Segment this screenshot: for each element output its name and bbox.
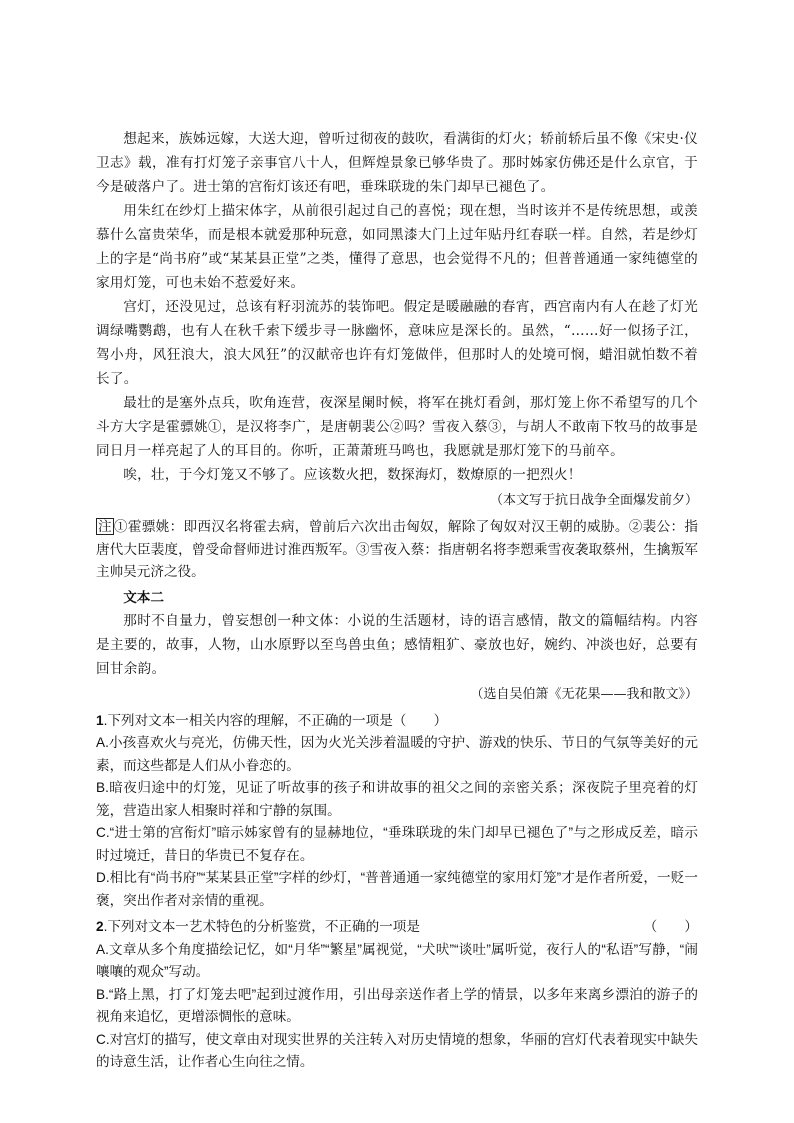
question-2-option-b: B.“路上黑，打了灯笼去吧”起到过渡作用，引出母亲送作者上学的情景，以多年来离乡漂泊的游子的视角来追忆，更增添惆怅的意味。: [96, 986, 698, 1024]
text-one-paragraph: 最壮的是塞外点兵，吹角连营，夜深星阑时候，将军在挑灯看剑，那灯笼上你不希望写的几个斗方大字是霍骠姚①，是汉将李广，是唐朝裴公②吗？雪夜入蔡③，与胡人不敢南下牧马的故事是同日月一样亮起了人的耳目的。你听，正萧萧班马鸣也，我愿就是那灯笼下的马前卒。: [96, 395, 698, 459]
question-2-stem: [96, 916, 698, 939]
text-two-body: [96, 609, 698, 681]
question-2-option-c: C.对宫灯的描写，使文章由对现实世界的关注转入对历史情境的想象，华丽的宫灯代表着现实中缺失的诗意生活，让作者心生向往之情。: [96, 1031, 698, 1069]
question-text: .下列对文本一艺术特色的分析鉴赏，不正确的一项是: [103, 919, 420, 934]
text-one-paragraph: 宫灯，还没见过，总该有籽羽流苏的装饰吧。假定是暖融融的春宵，西宫南内有人在趁了灯光调绿嘴鹦鹉，也有人在秋千索下缓步寻一脉幽怀，意味应是深长的。虽然，“……好一似扬子江，驾小舟，风狂浪大，浪大风狂”的汉献帝也许有灯笼做伴，但那时人的处境可悯，蜡泪就怕数不着长了。: [96, 299, 698, 387]
text-one-paragraph: 唉，壮，于今灯笼又不够了。应该数火把，数探海灯，数燎原的一把烈火！: [123, 467, 582, 483]
document-content: [96, 127, 698, 1074]
question-1-option-b: B.暗夜归途中的灯笼，见证了听故事的孩子和讲故事的祖父之间的亲密关系；深夜院子里亮着的灯笼，营造出家人相聚时祥和宁静的氛围。: [96, 780, 698, 818]
question-1-option-d: D.相比有“尚书府”“某某县正堂”字样的纱灯，“普普通通一家纯德堂的家用灯笼”才是作者所爱，一贬一褒，突出作者对亲情的重视。: [96, 870, 698, 908]
question-text: .下列对文本一相关内容的理解，不正确的一项是（ ）: [103, 712, 448, 728]
text-one-source: （本文写于抗日战争全面爆发前夕）: [489, 493, 698, 508]
text-two-source: （选自吴伯箫《无花果——我和散文》）: [470, 686, 698, 702]
answer-blank: （ ）: [643, 919, 698, 934]
question-1-option-a: A.小孩喜欢火与亮光，仿佛天性，因为火光关涉着温暖的守护、游戏的快乐、节日的气氛等美好的元素，而这些都是人们从小眷恋的。: [96, 735, 698, 773]
annotation-note: [96, 516, 698, 584]
question-1-option-c: C.“进士第的宫衔灯”暗示姊家曾有的显赫地位，“垂珠联珑的朱门却早已褪色了”与之形成反差，暗示时过境迁，昔日的华贵已不复存在。: [96, 825, 698, 863]
text-two-paragraph: 那时不自量力，曾妄想创一种文体：小说的生活题材，诗的语言感情，散文的篇幅结构。内容是主要的，故事，人物，山水原野以至鸟兽虫鱼；感情粗犷、豪放也好，婉约、冲淡也好，总要有回甘余韵。: [96, 612, 698, 677]
question-1-stem: [96, 710, 698, 733]
note-text: ①霍骠姚：即西汉名将霍去病，曾前后六次出击匈奴，解除了匈奴对汉王朝的威胁。②裴公：指唐代大臣裴度，曾受命督师进讨淮西叛军。③雪夜入蔡：指唐朝名将李愬乘雪夜袭取蔡州，生擒叛军主帅吴元济之役。: [96, 519, 699, 579]
note-mark: 注: [98, 519, 112, 534]
question-2-option-a: A.文章从多个角度描绘记忆，如“月华”“繁星”属视觉，“犬吠”“谈吐”属听觉，夜行人的“私语”写静，“闹嚷嚷的观众”写动。: [96, 941, 698, 979]
text-one-paragraph: 想起来，族姊远嫁，大送大迎，曾听过彻夜的鼓吹，看满街的灯火；轿前轿后虽不像《宋史·仪卫志》载，准有打灯笼子亲事官八十人，但辉煌景象已够华贵了。那时姊家仿佛还是什么京官，于今是破落户了。进士第的宫衔灯该还有吧，垂珠联珑的朱门却早已褪色了。: [96, 131, 698, 195]
text-one-body: [96, 127, 698, 487]
question-number: 2: [96, 919, 104, 934]
text-two-title: 文本二: [123, 589, 164, 606]
question-number: 1: [96, 712, 104, 728]
text-one-paragraph: 用朱红在纱灯上描宋体字，从前很引起过自己的喜悦；现在想，当时该并不是传统思想，或羡慕什么富贵荣华，而是根本就爱那种玩意，如同黑漆大门上过年贴丹红春联一样。自然，若是纱灯上的字是“尚书府”或“某某县正堂”之类，懂得了意思，也会觉得不凡的；但普普通通一家纯德堂的家用灯笼，可也未始不惹爱好来。: [96, 203, 698, 291]
